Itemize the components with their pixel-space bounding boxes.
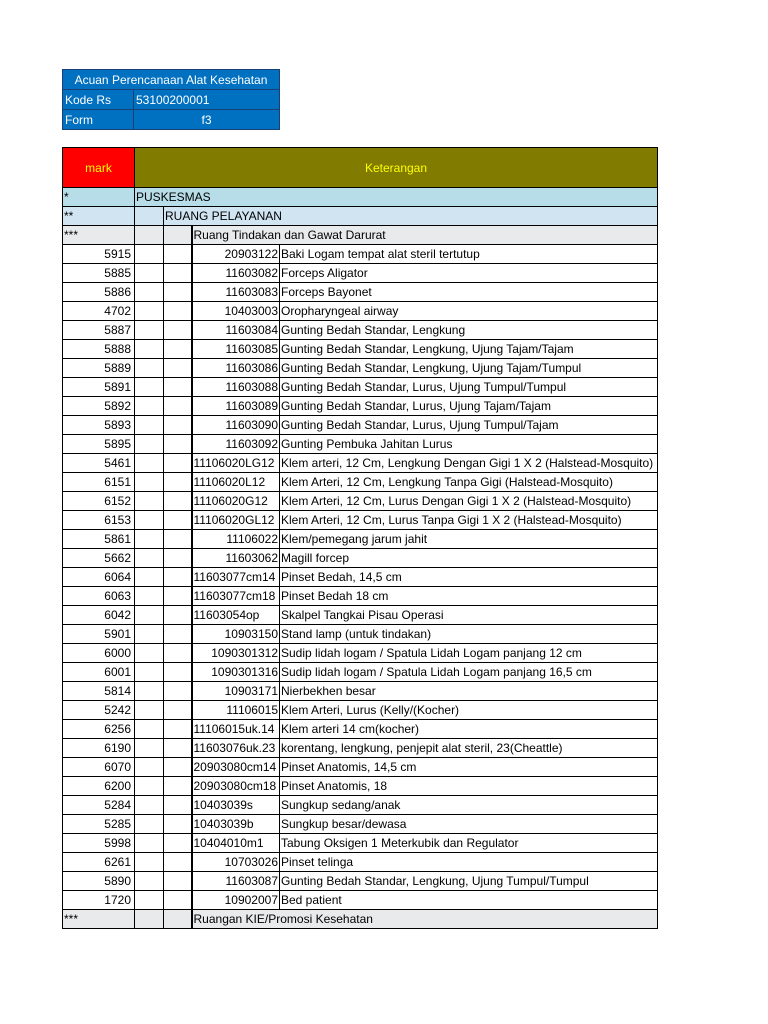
table-row [63,283,658,302]
item-code[interactable]: 20903080cm14 [192,758,280,777]
item-description[interactable]: Sungkup sedang/anak [280,796,658,815]
item-id[interactable]: 6153 [63,511,135,530]
table-row [63,663,658,682]
item-id[interactable]: 5895 [63,435,135,454]
item-id[interactable]: 6190 [63,739,135,758]
item-code[interactable]: 10903150 [192,625,280,644]
table-row [63,568,658,587]
info-title[interactable]: Acuan Perencanaan Alat Kesehatan [63,70,280,90]
indent-cell[interactable] [135,473,164,492]
indent-cell[interactable] [135,340,164,359]
item-code[interactable]: 1090301312 [192,644,280,663]
indent-cell[interactable] [164,397,192,416]
item-description[interactable]: Tabung Oksigen 1 Meterkubik dan Regulator [280,834,658,853]
item-id[interactable]: 6261 [63,853,135,872]
table-row [63,701,658,720]
indent-cell[interactable] [135,435,164,454]
indent-cell[interactable] [135,625,164,644]
item-id[interactable]: 5888 [63,340,135,359]
indent-cell[interactable] [135,777,164,796]
item-code[interactable]: 11603076uk.23 [192,739,280,758]
kode-label[interactable]: Kode Rs [63,90,134,110]
table-row [63,397,658,416]
item-description[interactable]: Gunting Bedah Standar, Lurus, Ujung Tumpul/Tajam [280,416,658,435]
item-code[interactable]: 1090301316 [192,663,280,682]
item-description[interactable]: Pinset Anatomis, 18 [280,777,658,796]
kode-value[interactable]: 53100200001 [134,90,280,110]
indent-cell[interactable] [135,321,164,340]
indent-cell[interactable] [164,910,192,929]
item-code[interactable]: 11106022 [192,530,280,549]
indent-cell[interactable] [164,701,192,720]
item-code[interactable]: 11106015 [192,701,280,720]
item-description[interactable]: Klem Arteri, 12 Cm, Lengkung Tanpa Gigi (Halstead-Mosquito) [280,473,658,492]
item-code[interactable]: 11603077cm14 [192,568,280,587]
table-row [63,587,658,606]
indent-cell[interactable] [164,587,192,606]
table-row [63,606,658,625]
item-description[interactable]: Gunting Bedah Standar, Lurus, Ujung Tajam/Tajam [280,397,658,416]
item-code[interactable]: 11603054op [192,606,280,625]
indent-cell[interactable] [164,796,192,815]
table-row [63,473,658,492]
table-row [63,682,658,701]
item-id[interactable]: 5893 [63,416,135,435]
item-id[interactable]: 1720 [63,891,135,910]
indent-cell[interactable] [135,796,164,815]
item-description[interactable]: Stand lamp (untuk tindakan) [280,625,658,644]
indent-cell[interactable] [135,739,164,758]
item-code[interactable]: 11603086 [192,359,280,378]
item-code[interactable]: 11603092 [192,435,280,454]
item-description[interactable]: Sungkup besar/dewasa [280,815,658,834]
table-row [63,378,658,397]
item-id[interactable]: 5889 [63,359,135,378]
indent-cell[interactable] [164,492,192,511]
indent-cell[interactable] [135,606,164,625]
indent-cell[interactable] [164,302,192,321]
table-row [63,834,658,853]
level2-mark[interactable]: ** [63,207,135,226]
item-id[interactable]: 5887 [63,321,135,340]
item-id[interactable]: 6064 [63,568,135,587]
indent-cell[interactable] [164,834,192,853]
indent-cell[interactable] [135,454,164,473]
item-description[interactable]: Klem/pemegang jarum jahit [280,530,658,549]
item-description[interactable]: Bed patient [280,891,658,910]
item-code[interactable]: 11603089 [192,397,280,416]
indent-cell[interactable] [135,834,164,853]
indent-cell[interactable] [135,891,164,910]
indent-cell[interactable] [164,283,192,302]
footer-label[interactable]: Ruangan KIE/Promosi Kesehatan [192,910,658,929]
indent-cell[interactable] [135,872,164,891]
item-code[interactable]: 11106020GL12 [192,511,280,530]
item-code[interactable]: 11106020G12 [192,492,280,511]
table-row [63,435,658,454]
level2-indent[interactable] [135,207,164,226]
item-id[interactable]: 5662 [63,549,135,568]
indent-cell[interactable] [135,302,164,321]
indent-cell[interactable] [164,264,192,283]
indent-cell[interactable] [135,378,164,397]
indent-cell[interactable] [135,397,164,416]
item-code[interactable]: 10903171 [192,682,280,701]
indent-cell[interactable] [164,530,192,549]
item-code[interactable]: 11603090 [192,416,280,435]
indent-cell[interactable] [164,435,192,454]
table-row [63,264,658,283]
indent-cell[interactable] [135,245,164,264]
item-code[interactable]: 11106020L12 [192,473,280,492]
table-row [63,796,658,815]
table-row [63,720,658,739]
item-code[interactable]: 10902007 [192,891,280,910]
indent-cell[interactable] [135,511,164,530]
item-description[interactable]: Gunting Bedah Standar, Lengkung, Ujung Tajam/Tumpul [280,359,658,378]
item-description[interactable]: Klem Arteri, Lurus (Kelly/(Kocher) [280,701,658,720]
item-id[interactable]: 6200 [63,777,135,796]
indent-cell[interactable] [135,815,164,834]
header-row [63,148,658,188]
table-row [63,891,658,910]
indent-cell[interactable] [164,853,192,872]
indent-cell[interactable] [164,606,192,625]
item-description[interactable]: Gunting Pembuka Jahitan Lurus [280,435,658,454]
item-id[interactable]: 6042 [63,606,135,625]
item-code[interactable]: 11603085 [192,340,280,359]
item-code[interactable]: 10403039b [192,815,280,834]
level2-row [63,207,658,226]
indent-cell[interactable] [164,663,192,682]
item-code[interactable]: 10703026 [192,853,280,872]
table-row [63,815,658,834]
indent-cell[interactable] [164,568,192,587]
item-id[interactable]: 5915 [63,245,135,264]
item-description[interactable]: Magill forcep [280,549,658,568]
item-code[interactable]: 11603084 [192,321,280,340]
item-id[interactable]: 6070 [63,758,135,777]
header-keterangan[interactable]: Keterangan [135,148,658,188]
item-code[interactable]: 11603083 [192,283,280,302]
indent-cell[interactable] [164,454,192,473]
item-id[interactable]: 6152 [63,492,135,511]
item-id[interactable]: 5861 [63,530,135,549]
table-row [63,853,658,872]
indent-cell[interactable] [135,758,164,777]
item-code[interactable]: 11106015uk.14 [192,720,280,739]
table-row [63,644,658,663]
info-box [62,69,280,130]
level1-row [63,188,658,207]
table-row [63,511,658,530]
indent-cell[interactable] [135,682,164,701]
indent-cell[interactable] [164,511,192,530]
item-id[interactable]: 5886 [63,283,135,302]
item-description[interactable]: Forceps Bayonet [280,283,658,302]
item-code[interactable]: 10403003 [192,302,280,321]
indent-cell[interactable] [164,321,192,340]
item-code[interactable]: 11106020LG12 [192,454,280,473]
indent-cell[interactable] [164,359,192,378]
indent-cell[interactable] [135,416,164,435]
item-code[interactable]: 20903122 [192,245,280,264]
indent-cell[interactable] [135,549,164,568]
item-id[interactable]: 6001 [63,663,135,682]
table-row [63,302,658,321]
header-mark[interactable]: mark [63,148,135,188]
level3-indent-2[interactable] [164,226,192,245]
indent-cell[interactable] [135,910,164,929]
item-description[interactable]: Klem Arteri, 12 Cm, Lurus Tanpa Gigi 1 X 2 (Halstead-Mosquito) [280,511,658,530]
indent-cell[interactable] [164,245,192,264]
table-row [63,758,658,777]
indent-cell[interactable] [135,530,164,549]
table-row [63,245,658,264]
item-id[interactable]: 6256 [63,720,135,739]
item-id[interactable]: 5890 [63,872,135,891]
item-description[interactable]: Nierbekhen besar [280,682,658,701]
item-id[interactable]: 5998 [63,834,135,853]
item-id[interactable]: 5891 [63,378,135,397]
table-row [63,872,658,891]
indent-cell[interactable] [135,701,164,720]
indent-cell[interactable] [135,587,164,606]
level1-mark[interactable]: * [63,188,135,207]
indent-cell[interactable] [164,682,192,701]
level3-mark[interactable]: *** [63,226,135,245]
table-row [63,549,658,568]
table-row [63,530,658,549]
item-id[interactable]: 6000 [63,644,135,663]
footer-row [63,910,658,929]
indent-cell[interactable] [135,853,164,872]
item-description[interactable]: Klem arteri 14 cm(kocher) [280,720,658,739]
indent-cell[interactable] [164,777,192,796]
item-description[interactable]: Sudip lidah logam / Spatula Lidah Logam panjang 16,5 cm [280,663,658,682]
item-description[interactable]: Pinset Bedah, 14,5 cm [280,568,658,587]
indent-cell[interactable] [164,720,192,739]
level3-label[interactable]: Ruang Tindakan dan Gawat Darurat [192,226,658,245]
item-code[interactable]: 11603062 [192,549,280,568]
table-row [63,625,658,644]
indent-cell[interactable] [164,625,192,644]
item-code[interactable]: 11603088 [192,378,280,397]
item-id[interactable]: 5285 [63,815,135,834]
indent-cell[interactable] [164,473,192,492]
indent-cell[interactable] [135,644,164,663]
table-row [63,416,658,435]
item-id[interactable]: 6063 [63,587,135,606]
indent-cell[interactable] [135,264,164,283]
item-description[interactable]: Sudip lidah logam / Spatula Lidah Logam panjang 12 cm [280,644,658,663]
item-id[interactable]: 5284 [63,796,135,815]
indent-cell[interactable] [135,359,164,378]
indent-cell[interactable] [164,416,192,435]
table-row [63,454,658,473]
item-id[interactable]: 5901 [63,625,135,644]
item-code[interactable]: 10404010m1 [192,834,280,853]
item-description[interactable]: Gunting Bedah Standar, Lengkung, Ujung Tumpul/Tumpul [280,872,658,891]
form-value[interactable]: f3 [134,110,280,130]
table-row [63,321,658,340]
indent-cell[interactable] [164,872,192,891]
indent-cell[interactable] [135,492,164,511]
item-code[interactable]: 11603077cm18 [192,587,280,606]
table-row [63,359,658,378]
item-description[interactable]: Gunting Bedah Standar, Lurus, Ujung Tumpul/Tumpul [280,378,658,397]
item-id[interactable]: 5461 [63,454,135,473]
indent-cell[interactable] [135,720,164,739]
item-id[interactable]: 5242 [63,701,135,720]
item-description[interactable]: Pinset Anatomis, 14,5 cm [280,758,658,777]
level3-indent-1[interactable] [135,226,164,245]
item-description[interactable]: Skalpel Tangkai Pisau Operasi [280,606,658,625]
footer-mark[interactable]: *** [63,910,135,929]
item-description[interactable]: Klem arteri, 12 Cm, Lengkung Dengan Gigi 1 X 2 (Halstead-Mosquito) [280,454,658,473]
table-row [63,340,658,359]
item-description[interactable]: Pinset Bedah 18 cm [280,587,658,606]
form-label[interactable]: Form [63,110,134,130]
item-code[interactable]: 11603087 [192,872,280,891]
indent-cell[interactable] [135,568,164,587]
indent-cell[interactable] [164,739,192,758]
indent-cell[interactable] [164,549,192,568]
table-row [63,739,658,758]
level2-label[interactable]: RUANG PELAYANAN [164,207,658,226]
item-code[interactable]: 20903080cm18 [192,777,280,796]
item-description[interactable]: korentang, lengkung, penjepit alat steril, 23(Cheattle) [280,739,658,758]
table-row [63,777,658,796]
item-description[interactable]: Gunting Bedah Standar, Lengkung [280,321,658,340]
item-id[interactable]: 4702 [63,302,135,321]
level3-row [63,226,658,245]
item-description[interactable]: Gunting Bedah Standar, Lengkung, Ujung Tajam/Tajam [280,340,658,359]
indent-cell[interactable] [164,378,192,397]
item-description[interactable]: Pinset telinga [280,853,658,872]
item-id[interactable]: 6151 [63,473,135,492]
indent-cell[interactable] [164,815,192,834]
item-code[interactable]: 10403039s [192,796,280,815]
table-row [63,492,658,511]
item-id[interactable]: 5885 [63,264,135,283]
indent-cell[interactable] [135,283,164,302]
item-description[interactable]: Forceps Aligator [280,264,658,283]
item-code[interactable]: 11603082 [192,264,280,283]
equipment-table [62,147,658,929]
indent-cell[interactable] [164,891,192,910]
level1-label[interactable]: PUSKESMAS [135,188,658,207]
item-description[interactable]: Baki Logam tempat alat steril tertutup [280,245,658,264]
item-id[interactable]: 5892 [63,397,135,416]
item-description[interactable]: Oropharyngeal airway [280,302,658,321]
item-description[interactable]: Klem Arteri, 12 Cm, Lurus Dengan Gigi 1 X 2 (Halstead-Mosquito) [280,492,658,511]
item-id[interactable]: 5814 [63,682,135,701]
indent-cell[interactable] [164,644,192,663]
indent-cell[interactable] [164,340,192,359]
indent-cell[interactable] [164,758,192,777]
indent-cell[interactable] [135,663,164,682]
